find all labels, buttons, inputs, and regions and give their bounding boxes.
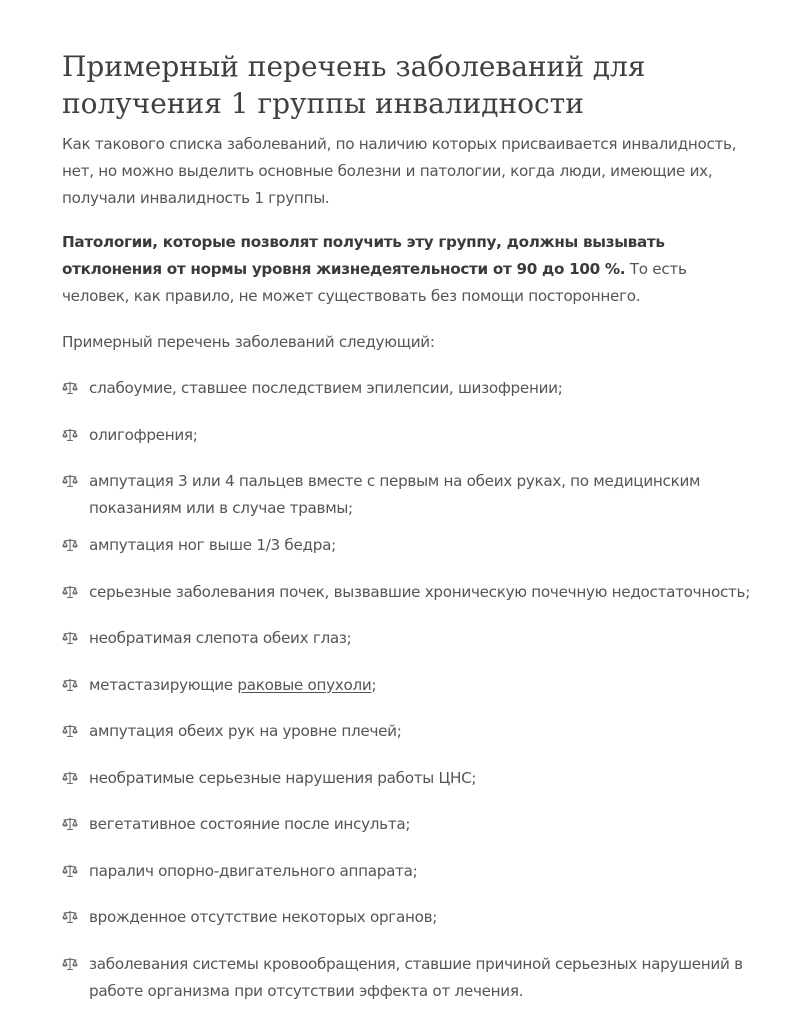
article — [62, 48, 752, 1005]
list-item-text-before: метастазирующие — [89, 675, 238, 694]
list-item-text: необратимые серьезные нарушения работы ЦНС; — [89, 768, 477, 787]
scales-icon — [62, 678, 78, 692]
scales-icon — [62, 957, 78, 971]
list-item — [62, 579, 752, 606]
list-item — [62, 625, 752, 652]
list-item-text: серьезные заболевания почек, вызвавшие хроническую почечную недостаточность; — [89, 582, 751, 601]
scales-icon — [62, 538, 78, 552]
list-item — [62, 951, 752, 1005]
list-item-text: ампутация 3 или 4 пальцев вместе с первым на обеих руках, по медицинским показаниям или в случае травмы; — [89, 472, 701, 517]
scales-icon — [62, 585, 78, 599]
scales-icon — [62, 910, 78, 924]
list-item-text: врожденное отсутствие некоторых органов; — [89, 908, 438, 926]
list-item-text: заболевания системы кровообращения, ставшие причиной серьезных нарушений в работе организма при отсутствии эффекта от лечения. — [89, 954, 743, 1000]
intro-paragraph: Как такового списка заболеваний, по наличию которых присваивается инвалидность, нет, но можно выделить основные болезни и патологии, когда люди, имеющие их, получали инвалидность 1 группы. — [62, 135, 737, 207]
scales-icon — [62, 474, 78, 488]
list-item-text: необратимая слепота обеих глаз; — [89, 629, 352, 647]
list-item-text: паралич опорно-двигательного аппарата; — [89, 861, 418, 880]
list-item-text: слабоумие, ставшее последствием эпилепсии, шизофрении; — [89, 379, 563, 397]
list-intro-paragraph: Примерный перечень заболеваний следующий: — [62, 333, 435, 351]
scales-icon — [62, 817, 78, 831]
list-item — [62, 718, 752, 745]
scales-icon — [62, 724, 78, 738]
list-item — [62, 468, 752, 522]
scales-icon — [62, 631, 78, 645]
scales-icon — [62, 381, 78, 395]
article-title: Примерный перечень заболеваний для получения 1 группы инвалидности — [62, 50, 646, 120]
list-item — [62, 858, 752, 885]
list-item — [62, 532, 752, 559]
list-item — [62, 672, 752, 699]
criteria-text: То есть человек, как правило, не может существовать без помощи постороннего. — [62, 260, 687, 305]
list-item-text: ампутация ног выше 1/3 бедра; — [89, 536, 336, 554]
list-item — [62, 375, 752, 402]
criteria-bold-text: Патологии, которые позволят получить эту группу, должны вызывать отклонения от нормы уровня жизнедеятельности от 90 до 100 %. — [62, 233, 665, 278]
list-item — [62, 904, 752, 931]
list-item — [62, 765, 752, 792]
scales-icon — [62, 771, 78, 785]
list-item — [62, 422, 752, 449]
criteria-paragraph — [62, 229, 752, 310]
scales-icon — [62, 428, 78, 442]
list-item-text: олигофрения; — [89, 425, 198, 444]
scales-icon — [62, 864, 78, 878]
cancer-tumors-link[interactable]: раковые опухоли — [237, 675, 372, 694]
disease-list — [62, 375, 752, 1005]
list-item — [62, 811, 752, 838]
list-item-text: ампутация обеих рук на уровне плечей; — [89, 722, 402, 740]
list-item-text: вегетативное состояние после инсульта; — [89, 815, 411, 833]
list-item-text-after: ; — [371, 675, 377, 694]
